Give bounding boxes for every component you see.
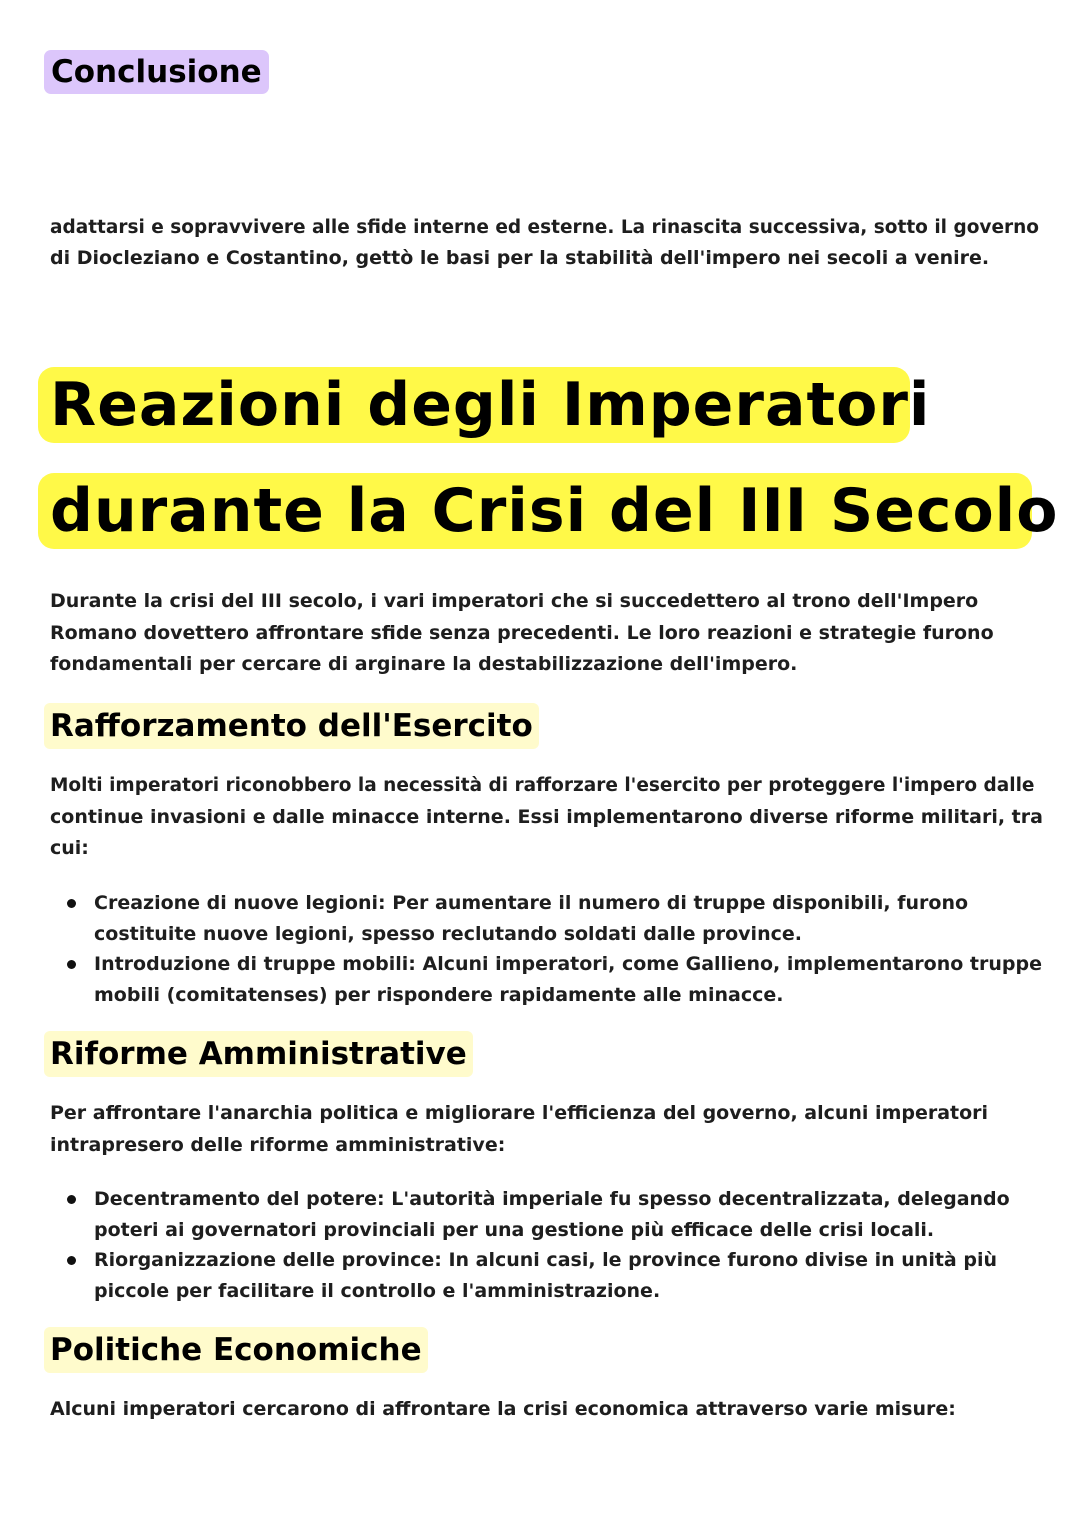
- text-line: Per affrontare l'anarchia politica e migliorare l'efficienza del governo, alcuni imperatori: [50, 1102, 989, 1124]
- bullet-icon: [67, 960, 76, 969]
- list-item: [50, 888, 1042, 949]
- bullet-icon: [67, 899, 76, 908]
- text-line: Durante la crisi del III secolo, i vari imperatori che si succedettero al trono dell'Impero: [50, 590, 979, 612]
- bullet-icon: [67, 1195, 76, 1204]
- text-line: [50, 180, 1039, 212]
- conclusion-heading: Conclusione: [44, 50, 269, 94]
- list-item: [50, 949, 1042, 1010]
- text-line: adattarsi e sopravvivere alle sfide interne ed esterne. La rinascita successiva, sotto il governo: [50, 216, 1040, 238]
- admin-heading: Riforme Amministrative: [44, 1031, 473, 1077]
- text-line: Molti imperatori riconobbero la necessità di rafforzare l'esercito per proteggere l'impero dalle: [50, 775, 1035, 796]
- text-line: Romano dovettero affrontare sfide senza precedenti. Le loro reazioni e strategie furono: [50, 621, 994, 644]
- text-line: cui:: [50, 837, 89, 860]
- text-line: Riorganizzazione delle province: In alcuni casi, le province furono divise in unità più: [94, 1249, 998, 1271]
- army-heading: Rafforzamento dell'Esercito: [44, 703, 539, 749]
- text-line: Introduzione di truppe mobili: Alcuni imperatori, come Gallieno, implementarono truppe: [94, 953, 1042, 975]
- page-title-line-1: Reazioni degli Imperatori: [38, 367, 910, 443]
- text-line: continue invasioni e dalle minacce interne. Essi implementarono diverse riforme militari, tra: [50, 805, 1043, 828]
- list-item: [50, 1245, 1010, 1306]
- text-line: [50, 149, 1039, 181]
- text-line: Alcuni imperatori cercarono di affrontare la crisi economica attraverso varie misure:: [50, 1398, 956, 1420]
- text-line: intrapresero delle riforme amministrative:: [50, 1133, 506, 1156]
- list-item: [50, 1184, 1010, 1245]
- army-bullet-list: [50, 888, 1042, 1010]
- economy-heading: Politiche Economiche: [44, 1327, 428, 1373]
- text-line: di Diocleziano e Costantino, gettò le basi per la stabilità dell'impero nei secoli a venire.: [50, 247, 990, 270]
- text-line: Creazione di nuove legioni: Per aumentare il numero di truppe disponibili, furono: [94, 892, 969, 914]
- economy-paragraph: [50, 1394, 956, 1426]
- intro-paragraph: [50, 586, 994, 681]
- page-title-line-2: durante la Crisi del III Secolo: [38, 473, 1032, 549]
- text-line: costituite nuove legioni, spesso reclutando soldati dalle province.: [94, 922, 802, 945]
- text-line: poteri ai governatori provinciali per una gestione più efficace delle crisi locali.: [94, 1218, 935, 1241]
- bullet-icon: [67, 1256, 76, 1265]
- army-paragraph: [50, 770, 1043, 865]
- text-line: piccole per facilitare il controllo e l'amministrazione.: [94, 1279, 661, 1302]
- conclusion-paragraph: [50, 117, 1039, 275]
- text-line: mobili (comitatenses) per rispondere rapidamente alle minacce.: [94, 983, 784, 1006]
- text-line: fondamentali per cercare di arginare la destabilizzazione dell'impero.: [50, 653, 798, 676]
- admin-bullet-list: [50, 1184, 1010, 1306]
- text-line: [50, 117, 1039, 149]
- text-line: Decentramento del potere: L'autorità imperiale fu spesso decentralizzata, delegando: [94, 1188, 1010, 1210]
- admin-paragraph: [50, 1098, 988, 1161]
